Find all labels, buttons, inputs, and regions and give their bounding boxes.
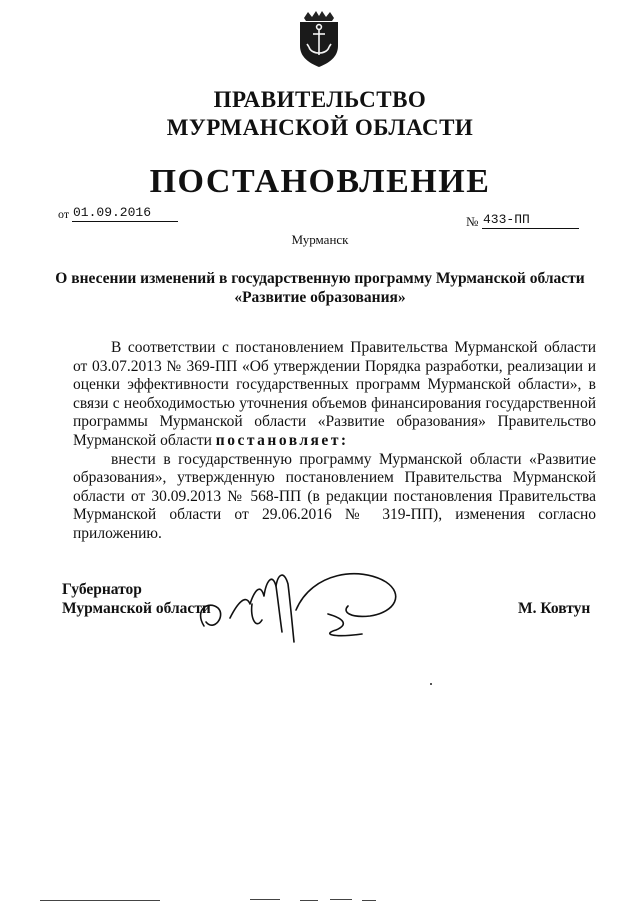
signatory-title-line2: Мурманской области xyxy=(62,600,211,617)
document-body xyxy=(73,339,596,544)
document-subject xyxy=(40,269,600,307)
signatory-name: М. Ковтун xyxy=(518,600,591,617)
preamble-text: В соответствии с постановлением Правительства Мурманской области от 03.07.2013 № 369-ПП «Об утверждении Порядка разработки, реализации и оценки эффективности государственных программ Мурманской области», в связи с необходимостью уточнения объемов финансирования государственной программы Мурманской области «Развитие образования» Правительство Мурманской области xyxy=(73,339,596,449)
organization-name-line2: МУРМАНСКОЙ ОБЛАСТИ xyxy=(166,115,474,140)
signatory-title-line1: Губернатор xyxy=(62,581,142,598)
organization-name-line1: ПРАВИТЕЛЬСТВО xyxy=(213,87,427,112)
scan-speck xyxy=(430,683,432,685)
document-type-title: ПОСТАНОВЛЕНИЕ xyxy=(149,163,491,200)
number-label: № xyxy=(466,214,479,229)
subject-line1: О внесении изменений в государственную программу Мурманской области xyxy=(55,270,585,287)
scan-edge-marks xyxy=(0,896,640,905)
date-label: от xyxy=(58,207,70,221)
document-date: 01.09.2016 xyxy=(72,205,178,222)
body-paragraph-2: внести в государственную программу Мурманской области «Развитие образования», утвержденную постановлением Правительства Мурманской области от 30.09.2013 № 568-ПП (в редакции постановления Правительства Мурманской области от 29.06.2016 № 319-ПП), изменения согласно приложению. xyxy=(73,450,596,542)
handwritten-signature xyxy=(190,560,420,650)
decree-word: постановляет: xyxy=(215,431,349,449)
subject-line2: «Развитие образования» xyxy=(234,289,406,306)
document-number: 433-ПП xyxy=(482,212,579,229)
body-paragraph-1 xyxy=(73,339,596,451)
signatory-title xyxy=(62,580,211,618)
city-name: Мурманск xyxy=(291,232,349,247)
coat-of-arms-icon xyxy=(294,10,344,68)
